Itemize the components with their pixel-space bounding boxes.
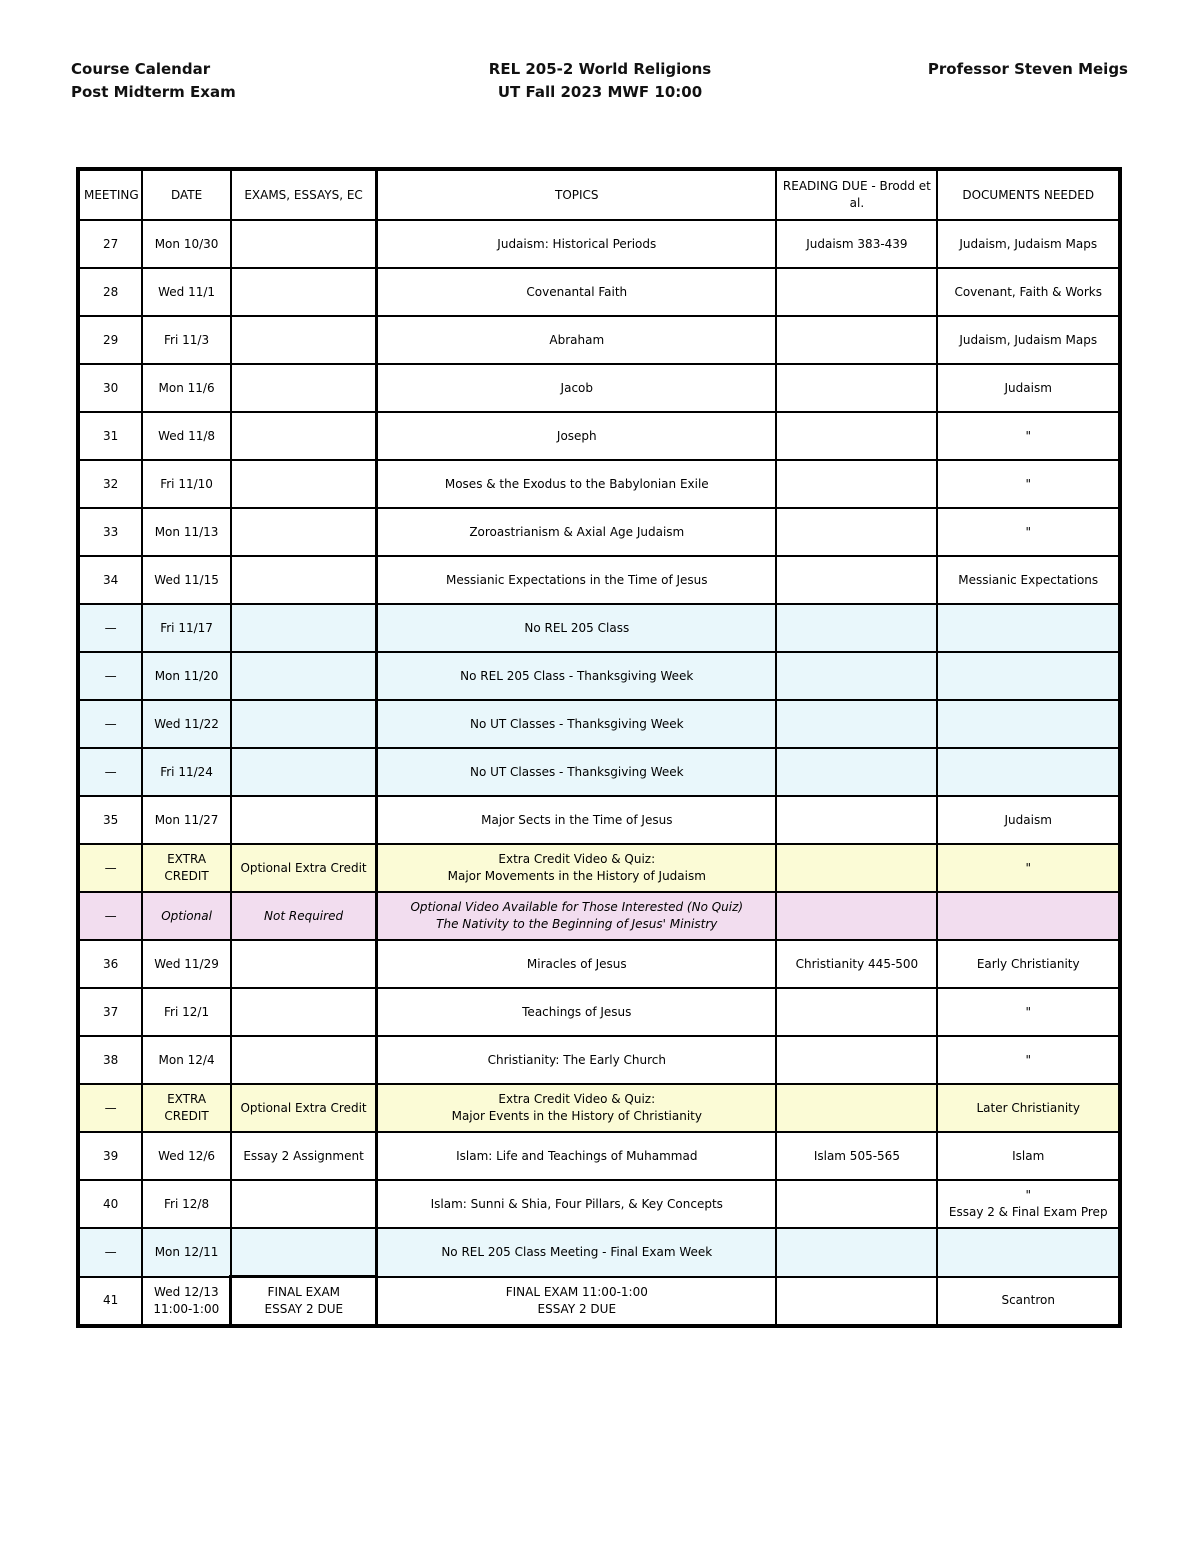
header-right (928, 58, 1128, 81)
meeting-cell: 27 (78, 220, 142, 268)
documents-cell: Early Christianity (937, 940, 1120, 988)
exams-cell (231, 316, 377, 364)
date-cell: Optional (142, 892, 231, 940)
exams-cell: Essay 2 Assignment (231, 1132, 377, 1180)
post-midterm-subtitle: Post Midterm Exam (71, 83, 236, 101)
exams-cell: Optional Extra Credit (231, 1084, 377, 1132)
documents-cell: " (937, 412, 1120, 460)
documents-cell: Judaism, Judaism Maps (937, 316, 1120, 364)
topic-line: Major Events in the History of Christianity (451, 1109, 702, 1123)
date-cell: Mon 11/13 (142, 508, 231, 556)
documents-cell: " (937, 988, 1120, 1036)
date-cell: Wed 11/1 (142, 268, 231, 316)
date-cell: Mon 12/4 (142, 1036, 231, 1084)
table-header-row (78, 169, 1120, 220)
date-cell: Mon 12/11 (142, 1228, 231, 1277)
meeting-cell: 39 (78, 1132, 142, 1180)
date-cell: EXTRA CREDIT (142, 844, 231, 892)
reading-cell (776, 460, 937, 508)
reading-cell: Islam 505-565 (776, 1132, 937, 1180)
exams-cell (231, 1036, 377, 1084)
documents-cell (937, 748, 1120, 796)
documents-cell (937, 652, 1120, 700)
documents-cell: Later Christianity (937, 1084, 1120, 1132)
topic-line: The Nativity to the Beginning of Jesus' Ministry (436, 917, 718, 931)
table-row-no-class (78, 604, 1120, 652)
reading-cell (776, 364, 937, 412)
date-cell: Wed 11/8 (142, 412, 231, 460)
date-line: 11:00-1:00 (153, 1301, 220, 1316)
topic-cell: Covenantal Faith (377, 268, 777, 316)
meeting-cell: 40 (78, 1180, 142, 1228)
exams-cell (231, 556, 377, 604)
table-row-extra-credit (78, 1084, 1120, 1132)
meeting-cell: — (78, 892, 142, 940)
reading-cell: Judaism 383-439 (776, 220, 937, 268)
topic-line: Optional Video Available for Those Interested (No Quiz) (410, 900, 744, 914)
date-line: Wed 12/13 (154, 1284, 219, 1299)
meeting-cell: 34 (78, 556, 142, 604)
topic-cell: Islam: Life and Teachings of Muhammad (377, 1132, 777, 1180)
date-cell: Mon 10/30 (142, 220, 231, 268)
meeting-cell: — (78, 1228, 142, 1277)
exams-cell (231, 604, 377, 652)
table-row (78, 940, 1120, 988)
documents-cell: " (937, 508, 1120, 556)
documents-cell (937, 1228, 1120, 1277)
reading-cell (776, 988, 937, 1036)
date-cell: EXTRA CREDIT (142, 1084, 231, 1132)
date-cell: Fri 12/1 (142, 988, 231, 1036)
exams-cell: Not Required (231, 892, 377, 940)
exams-cell (231, 412, 377, 460)
exams-cell (231, 268, 377, 316)
exams-cell (231, 364, 377, 412)
reading-cell (776, 1084, 937, 1132)
exams-cell (231, 460, 377, 508)
table-row (78, 796, 1120, 844)
documents-cell: Covenant, Faith & Works (937, 268, 1120, 316)
exams-cell (231, 796, 377, 844)
meeting-cell: — (78, 700, 142, 748)
reading-cell (776, 412, 937, 460)
date-cell: Fri 11/24 (142, 748, 231, 796)
topic-line: Major Movements in the History of Judaism (447, 869, 706, 883)
meeting-cell: — (78, 748, 142, 796)
date-cell: Fri 11/10 (142, 460, 231, 508)
exams-cell (231, 700, 377, 748)
reading-cell (776, 604, 937, 652)
meeting-cell: 31 (78, 412, 142, 460)
topic-cell: Islam: Sunni & Shia, Four Pillars, & Key Concepts (377, 1180, 777, 1228)
table-row-extra-credit (78, 844, 1120, 892)
meeting-cell: 33 (78, 508, 142, 556)
documents-cell: Judaism (937, 796, 1120, 844)
documents-cell (937, 1180, 1120, 1228)
course-calendar-table (76, 167, 1122, 1328)
reading-cell (776, 1228, 937, 1277)
documents-cell: Scantron (937, 1277, 1120, 1327)
documents-cell (937, 700, 1120, 748)
table-row (78, 364, 1120, 412)
meeting-cell: 36 (78, 940, 142, 988)
date-cell: Wed 11/15 (142, 556, 231, 604)
exams-cell (231, 988, 377, 1036)
documents-cell: " (937, 844, 1120, 892)
column-header-topics: TOPICS (377, 169, 777, 220)
date-cell: Wed 12/6 (142, 1132, 231, 1180)
reading-cell (776, 844, 937, 892)
topic-cell (377, 844, 777, 892)
meeting-cell: 32 (78, 460, 142, 508)
table-row (78, 220, 1120, 268)
meeting-cell: — (78, 652, 142, 700)
exams-cell (231, 1228, 377, 1277)
column-header-reading: READING DUE - Brodd et al. (776, 169, 937, 220)
exams-cell: Optional Extra Credit (231, 844, 377, 892)
exams-line: FINAL EXAM (267, 1285, 341, 1299)
reading-cell (776, 796, 937, 844)
table-row (78, 1180, 1120, 1228)
exams-cell (231, 220, 377, 268)
topic-cell: Zoroastrianism & Axial Age Judaism (377, 508, 777, 556)
table-row-no-class (78, 652, 1120, 700)
topic-cell: Teachings of Jesus (377, 988, 777, 1036)
meeting-cell: 28 (78, 268, 142, 316)
topic-cell: Abraham (377, 316, 777, 364)
documents-cell (937, 892, 1120, 940)
column-header-documents: DOCUMENTS NEEDED (937, 169, 1120, 220)
topic-cell: Christianity: The Early Church (377, 1036, 777, 1084)
course-calendar-title: Course Calendar (71, 60, 211, 78)
meeting-cell: 41 (78, 1277, 142, 1327)
topic-cell: Miracles of Jesus (377, 940, 777, 988)
reading-cell (776, 1277, 937, 1327)
header-center (450, 58, 750, 104)
topic-cell: Judaism: Historical Periods (377, 220, 777, 268)
date-cell: Wed 11/22 (142, 700, 231, 748)
table-row-optional (78, 892, 1120, 940)
topic-cell (377, 1084, 777, 1132)
reading-cell (776, 748, 937, 796)
documents-line: Essay 2 & Final Exam Prep (948, 1205, 1108, 1219)
reading-cell (776, 1180, 937, 1228)
reading-cell (776, 700, 937, 748)
topic-line: Extra Credit Video & Quiz: (498, 1092, 656, 1106)
professor-name: Professor Steven Meigs (927, 60, 1128, 78)
column-header-date: DATE (142, 169, 231, 220)
reading-cell (776, 892, 937, 940)
table-row-final-exam (78, 1277, 1120, 1327)
documents-cell: Messianic Expectations (937, 556, 1120, 604)
topic-cell: Moses & the Exodus to the Babylonian Exile (377, 460, 777, 508)
date-cell (142, 1277, 231, 1327)
topic-cell: No UT Classes - Thanksgiving Week (377, 748, 777, 796)
reading-cell: Christianity 445-500 (776, 940, 937, 988)
topic-cell: No REL 205 Class Meeting - Final Exam Week (377, 1228, 777, 1277)
table-row-no-class (78, 1228, 1120, 1277)
reading-cell (776, 268, 937, 316)
topic-cell: Joseph (377, 412, 777, 460)
meeting-cell: — (78, 1084, 142, 1132)
date-cell: Mon 11/20 (142, 652, 231, 700)
meeting-cell: 30 (78, 364, 142, 412)
topic-cell (377, 1277, 777, 1327)
documents-cell (937, 604, 1120, 652)
topic-cell (377, 892, 777, 940)
topic-line: Extra Credit Video & Quiz: (498, 852, 656, 866)
meeting-cell: — (78, 844, 142, 892)
meeting-cell: 29 (78, 316, 142, 364)
header-left (71, 58, 236, 104)
topic-cell: No REL 205 Class - Thanksgiving Week (377, 652, 777, 700)
exams-cell (231, 748, 377, 796)
table-row (78, 460, 1120, 508)
topic-cell: No UT Classes - Thanksgiving Week (377, 700, 777, 748)
table-row (78, 268, 1120, 316)
table-row-no-class (78, 748, 1120, 796)
date-cell: Fri 11/17 (142, 604, 231, 652)
course-term: UT Fall 2023 MWF 10:00 (497, 83, 703, 101)
table-row (78, 556, 1120, 604)
meeting-cell: 38 (78, 1036, 142, 1084)
column-header-exams: EXAMS, ESSAYS, EC (231, 169, 377, 220)
exams-cell (231, 1277, 377, 1327)
meeting-cell: — (78, 604, 142, 652)
course-name: REL 205-2 World Religions (488, 60, 712, 78)
exams-cell (231, 652, 377, 700)
date-cell: Mon 11/6 (142, 364, 231, 412)
topic-cell: Major Sects in the Time of Jesus (377, 796, 777, 844)
table-row (78, 316, 1120, 364)
exams-cell (231, 508, 377, 556)
table-row (78, 1036, 1120, 1084)
table-row (78, 1132, 1120, 1180)
date-cell: Wed 11/29 (142, 940, 231, 988)
table-row-no-class (78, 700, 1120, 748)
reading-cell (776, 508, 937, 556)
documents-cell: Islam (937, 1132, 1120, 1180)
documents-line: " (1025, 1188, 1031, 1202)
exams-cell (231, 1180, 377, 1228)
table-row (78, 508, 1120, 556)
meeting-cell: 37 (78, 988, 142, 1036)
topic-cell: Jacob (377, 364, 777, 412)
date-cell: Mon 11/27 (142, 796, 231, 844)
documents-cell: Judaism, Judaism Maps (937, 220, 1120, 268)
reading-cell (776, 556, 937, 604)
column-header-meeting: MEETING (78, 169, 142, 220)
meeting-cell: 35 (78, 796, 142, 844)
documents-cell: Judaism (937, 364, 1120, 412)
reading-cell (776, 652, 937, 700)
topic-cell: No REL 205 Class (377, 604, 777, 652)
topic-cell: Messianic Expectations in the Time of Jesus (377, 556, 777, 604)
date-cell: Fri 12/8 (142, 1180, 231, 1228)
topic-line: ESSAY 2 DUE (537, 1301, 617, 1316)
topic-line: FINAL EXAM 11:00-1:00 (505, 1284, 648, 1299)
documents-cell: " (937, 1036, 1120, 1084)
table-row (78, 988, 1120, 1036)
table-row (78, 412, 1120, 460)
documents-cell: " (937, 460, 1120, 508)
reading-cell (776, 1036, 937, 1084)
reading-cell (776, 316, 937, 364)
date-cell: Fri 11/3 (142, 316, 231, 364)
exams-line: ESSAY 2 DUE (264, 1302, 344, 1316)
exams-cell (231, 940, 377, 988)
